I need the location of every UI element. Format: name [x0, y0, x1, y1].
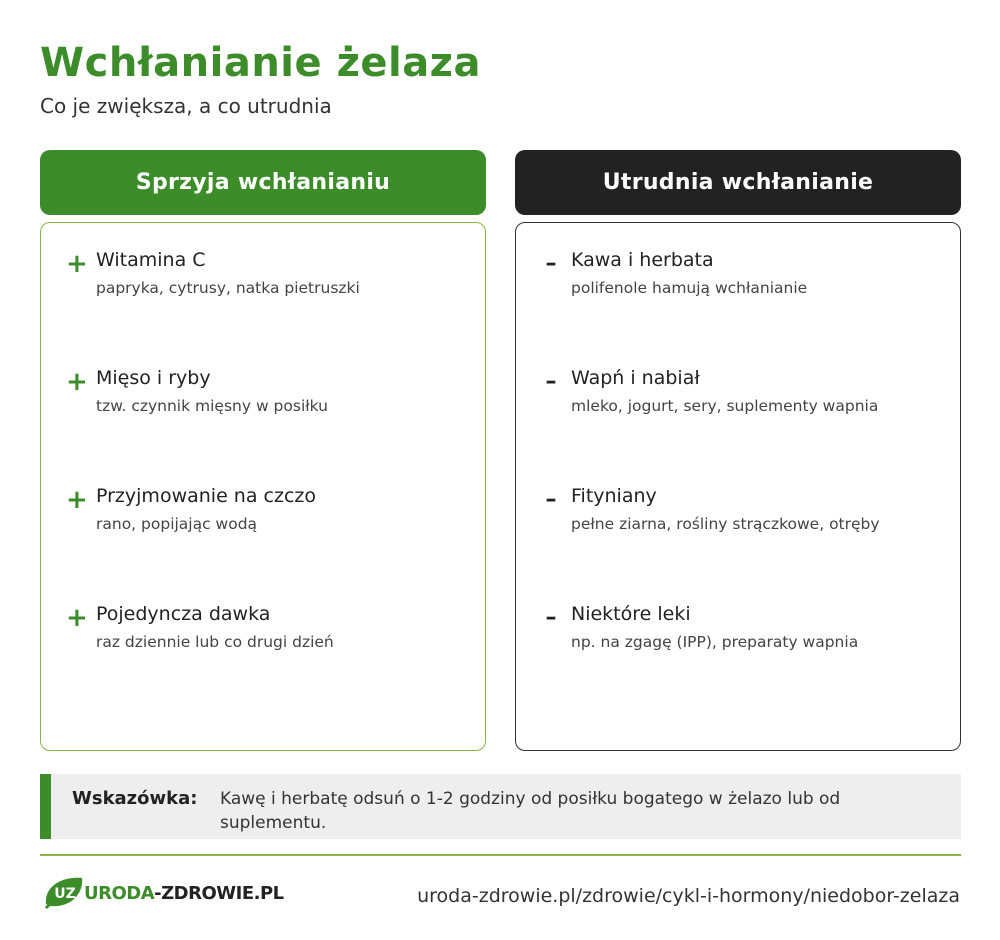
hinders-header: Utrudnia wchłanianie: [515, 150, 961, 215]
item-name: Pojedyncza dawka: [96, 603, 271, 625]
tip-label: Wskazówka:: [72, 788, 198, 809]
hinders-list: [515, 222, 961, 751]
item-name: Witamina C: [96, 249, 206, 271]
plus-icon: +: [66, 367, 88, 397]
item-description: raz dziennie lub co drugi dzień: [96, 633, 334, 651]
plus-icon: +: [66, 485, 88, 515]
plus-icon: +: [66, 249, 88, 279]
logo-word-green: URODA: [84, 882, 155, 904]
item-name: Fityniany: [571, 485, 657, 507]
brand-logo: [42, 873, 284, 913]
item-description: tzw. czynnik mięsny w posiłku: [96, 397, 328, 415]
item-name: Przyjmowanie na czczo: [96, 485, 316, 507]
source-url: uroda-zdrowie.pl/zdrowie/cykl-i-hormony/niedobor-zelaza: [417, 885, 960, 907]
item-description: papryka, cytrusy, natka pietruszki: [96, 279, 360, 297]
item-description: pełne ziarna, rośliny strączkowe, otręby: [571, 515, 880, 533]
logo-word-dark: -ZDROWIE.PL: [154, 882, 284, 904]
plus-icon: +: [66, 603, 88, 633]
minus-icon: –: [545, 251, 557, 276]
item-description: polifenole hamują wchłanianie: [571, 279, 808, 297]
logo-icon: [42, 874, 88, 912]
item-name: Kawa i herbata: [571, 249, 714, 271]
item-name: Niektóre leki: [571, 603, 691, 625]
tip-text: Kawę i herbatę odsuń o 1-2 godziny od posiłku bogatego w żelazo lub od suplementu.: [220, 789, 841, 833]
promotes-header: Sprzyja wchłanianiu: [40, 150, 486, 215]
promotes-list: [40, 222, 486, 751]
logo-mark-letters: UZ: [54, 886, 76, 902]
footer-divider: [40, 854, 961, 856]
item-description: rano, popijając wodą: [96, 515, 258, 533]
minus-icon: –: [545, 369, 557, 394]
item-name: Wapń i nabiał: [571, 367, 700, 389]
page-title: Wchłanianie żelaza: [40, 40, 481, 86]
item-name: Mięso i ryby: [96, 367, 211, 389]
minus-icon: –: [545, 487, 557, 512]
item-description: mleko, jogurt, sery, suplementy wapnia: [571, 397, 879, 415]
page-subtitle: Co je zwiększa, a co utrudnia: [40, 94, 332, 118]
item-description: np. na zgagę (IPP), preparaty wapnia: [571, 633, 859, 651]
logo-wordmark: [84, 883, 284, 904]
tip-box: [40, 774, 961, 839]
minus-icon: –: [545, 605, 557, 630]
